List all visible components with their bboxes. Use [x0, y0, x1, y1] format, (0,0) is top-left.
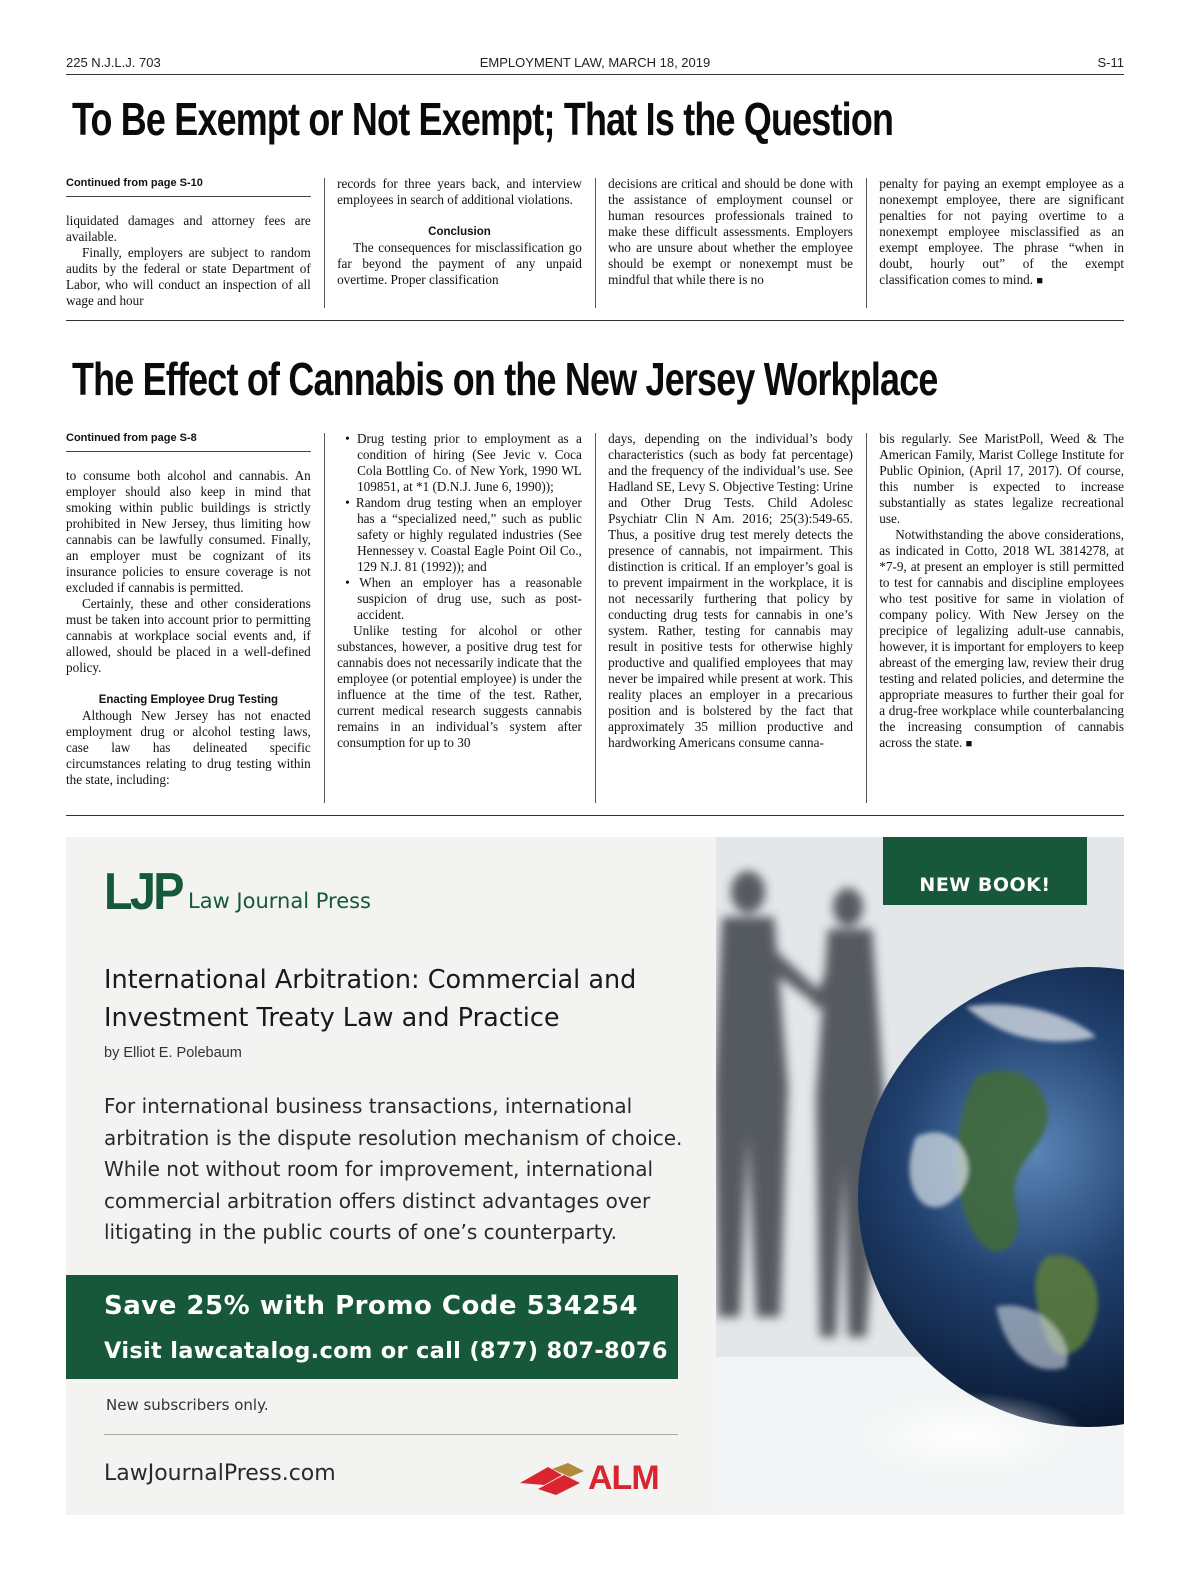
article1-columns	[66, 176, 1124, 308]
section-divider	[66, 320, 1124, 321]
ljp-logo-mark: LJP	[104, 863, 182, 921]
continued-from: Continued from page S-10	[66, 176, 311, 197]
paragraph: liquidated damages and attorney fees are available.	[66, 213, 311, 244]
paragraph: days, depending on the individual’s body characteristics (such as body fat percentage) and the frequency of the individual’s use. See Hadland SE, Levy S. Objective Testing: Urine and Other Drug Tests. Child Adolesc Psychiatr Clin N Am. 2016; 25(3):549-65. Thus, a positive drug test merely detects the presence of cannabis, not impairment. This distinction is critical. If an employer’s goal is to prevent impairment in the workplace, it is not necessarily furthering that policy by conducting drug tests for cannabis in one’s system. Rather, testing for cannabis may result in positive tests for otherwise highly productive and qualified employees that may never be impaired while present at work. This reality places an employer in a precarious position and is bolstered by the fact that approximately 35 million productive and hardworking Americans consume canna-	[608, 431, 853, 750]
website-link[interactable]: LawJournalPress.com	[104, 1461, 336, 1486]
paragraph	[879, 527, 1124, 752]
end-mark: ■	[1036, 275, 1044, 287]
continued-from: Continued from page S-8	[66, 431, 311, 452]
subhead-drug-testing: Enacting Employee Drug Testing	[98, 694, 279, 706]
alm-logo-text: ALM	[588, 1459, 659, 1497]
article1-col3	[608, 176, 853, 308]
paragraph: Certainly, these and other considerations must be taken into account prior to permitting cannabis at workplace social events and, if allowed, should be placed in a well-defined policy.	[66, 596, 311, 675]
book-title-line: International Arbitration: Commercial and	[104, 965, 637, 995]
article1-col2	[337, 176, 582, 308]
end-mark: ■	[965, 738, 973, 750]
article1-headline: To Be Exempt or Not Exempt; That Is the Question	[72, 93, 894, 145]
bullet-item: • Drug testing prior to employment as a condition of hiring (See Jevic v. Coca Cola Bottling Co. of New York, 1990 WL 109851, at *1 (D.N.J. June 6, 1990));	[345, 431, 582, 494]
article2-columns	[66, 431, 1124, 803]
article2-col2	[337, 431, 582, 803]
article1-col4	[879, 176, 1124, 308]
book-title-line: Investment Treaty Law and Practice	[104, 1003, 560, 1033]
paragraph: The consequences for misclassification go far beyond the payment of any unpaid overtime. Proper classification	[337, 240, 582, 287]
paragraph: Although New Jersey has not enacted employment drug or alcohol testing laws, case law has delineated specific circumstances relating to drug testing within the state, including:	[66, 708, 311, 787]
promo-banner[interactable]	[66, 1275, 678, 1379]
citation: 225 N.J.L.J. 703	[66, 55, 161, 70]
book-author: by Elliot E. Polebaum	[104, 1045, 242, 1061]
book-description: For international business transactions, international arbitration is the dispute resolution mechanism of choice. While not without room for improvement, international commercial arbitration offers distinct advantages over litigating in the public courts of one’s counterparty.	[104, 1094, 683, 1244]
section-date: EMPLOYMENT LAW, MARCH 18, 2019	[479, 55, 711, 70]
paragraph-text: penalty for paying an exempt employee as a nonexempt employee, there are significant penalties for not paying overtime to a nonexempt employee misclassified as an exempt employee. The phrase “when in doubt, hourly out” of the exempt classification comes to mind.	[879, 176, 1125, 287]
section-divider	[66, 815, 1124, 816]
promo-code-text: Save 25% with Promo Code 534254	[104, 1291, 639, 1321]
promo-contact-text[interactable]: Visit lawcatalog.com or call (877) 807-8076	[104, 1338, 668, 1364]
paragraph: records for three years back, and interview employees in search of additional violations.	[337, 176, 582, 207]
subhead-conclusion: Conclusion	[428, 226, 491, 238]
article2-headline: The Effect of Cannabis on the New Jersey Workplace	[72, 353, 938, 405]
article2-col4	[879, 431, 1124, 803]
ljp-logo	[104, 863, 371, 921]
promo-disclaimer: New subscribers only.	[106, 1396, 269, 1414]
alm-logo	[518, 1461, 682, 1497]
running-head	[66, 55, 1124, 75]
paragraph: Finally, employers are subject to random audits by the federal or state Department of Labor, who will conduct an inspection of all wage and hour	[66, 245, 311, 308]
globe-handshake-image	[716, 837, 1124, 1515]
paragraph	[879, 176, 1124, 289]
article2-col3	[608, 431, 853, 803]
paragraph: decisions are critical and should be done with the assistance of employment counsel or human resources professionals trained to make these difficult assessments. Employers who are unsure about whether the employee should be exempt or nonexempt must be mindful that while there is no	[608, 176, 853, 287]
photo-illustration	[716, 837, 1124, 1515]
article2-col1	[66, 431, 311, 803]
paragraph: bis regularly. See MaristPoll, Weed & The American Family, Marist College Institute for Public Opinion, (April 17, 2017). Of course, this number is expected to increase substantially as states legalize recreational use.	[879, 431, 1125, 526]
article1-col1	[66, 176, 311, 308]
alm-logo-icon	[518, 1461, 586, 1497]
ad-divider	[104, 1434, 678, 1435]
paragraph-text: Notwithstanding the above considerations, as indicated in Cotto, 2018 WL 3814278, at *7-9, at present an employer is still permitted to test for cannabis and discipline employees who test positive for same in violation of company policy. With New Jersey on the precipice of legalizing adult-use cannabis, however, it is important for employers to keep abreast of the emerging law, review their drug testing and related policies, and determine the appropriate measures to further their goal for a drug-free workplace while counterbalancing the increasing consumption of cannabis across the state.	[879, 527, 1125, 750]
book-title	[104, 961, 704, 1037]
bullet-item: • When an employer has a reasonable suspicion of drug use, such as post-accident.	[345, 575, 582, 622]
ljp-logo-name: Law Journal Press	[188, 889, 371, 913]
page-number: S-11	[1097, 55, 1124, 70]
paragraph: to consume both alcohol and cannabis. An employer should also keep in mind that smoking within public buildings is strictly prohibited in New Jersey, thus limiting how cannabis can be lawfully consumed. Finally, an employer must be cognizant of its insurance policies to ensure coverage is not excluded if cannabis is permitted.	[66, 468, 311, 595]
book-advertisement[interactable]	[66, 837, 1124, 1515]
paragraph: Unlike testing for alcohol or other substances, however, a positive drug test for cannabis does not necessarily indicate that the employee (or potential employee) is under the influence at the time of the test. Rather, current medical research suggests cannabis remains in an individual’s system after consumption for up to 30	[337, 623, 582, 750]
new-book-badge: NEW BOOK!	[883, 837, 1087, 905]
bullet-item: • Random drug testing when an employer has a “specialized need,” such as public safety or highly regulated industries (See Hennessey v. Coastal Eagle Point Oil Co., 129 N.J. 81 (1992)); and	[345, 495, 582, 574]
